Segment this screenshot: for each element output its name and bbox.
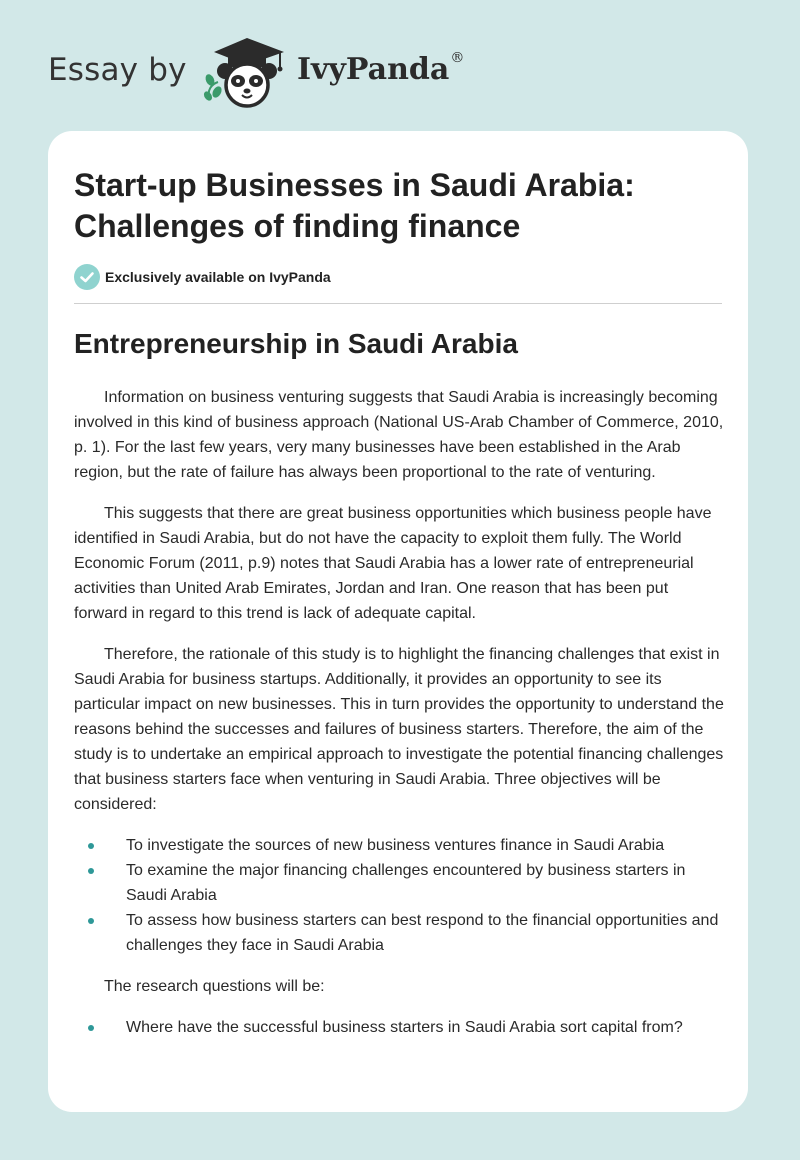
essay-body — [74, 385, 724, 1056]
essay-by-label: Essay by — [48, 52, 187, 88]
brand-name: IvyPanda® — [297, 50, 465, 87]
exclusive-label: Exclusively available on IvyPanda — [105, 269, 331, 285]
exclusive-badge — [74, 264, 331, 290]
essay-title: Start-up Businesses in Saudi Arabia: Challenges of finding finance — [74, 167, 635, 244]
bullet-icon — [88, 918, 94, 924]
bullet-icon — [88, 1025, 94, 1031]
list-item: To examine the major financing challenges encountered by business starters in Saudi Arabia — [74, 858, 724, 908]
list-item: To assess how business starters can best respond to the financial opportunities and challenges they face in Saudi Arabia — [74, 908, 724, 958]
objectives-list — [74, 833, 724, 958]
paragraph: Therefore, the rationale of this study is to highlight the financing challenges that exist in Saudi Arabia for business startups. Additionally, it provides an opportunity to see its particular impact on new businesses. This in turn provides the opportunity to understand the reasons behind the successes and failures of business starters. Therefore, the aim of the study is to undertake an empirical approach to investigate the potential financing challenges that business starters face when venturing in Saudi Arabia. Three objectives will be considered: — [74, 646, 724, 813]
bullet-icon — [88, 843, 94, 849]
divider — [74, 303, 722, 304]
research-intro: The research questions will be: — [104, 978, 325, 995]
list-item: To investigate the sources of new business ventures finance in Saudi Arabia — [74, 833, 724, 858]
paragraph: This suggests that there are great business opportunities which business people have identified in Saudi Arabia, but do not have the capacity to exploit them fully. The World Economic Forum (2011, p.9) notes that Saudi Arabia has a lower rate of entrepreneurial activities than United Arab Emirates, Jordan and Iran. One reason that has been put forward in regard to this trend is lack of adequate capital. — [74, 505, 712, 622]
check-circle-icon — [74, 264, 100, 290]
ivypanda-logo-icon[interactable] — [202, 34, 292, 108]
paragraph: Information on business venturing suggests that Saudi Arabia is increasingly becoming involved in this kind of business approach (National US-Arab Chamber of Commerce, 2010, p. 1). For the last few years, very many businesses have been established in the Arab region, but the rate of failure has always been proportional to the rate of venturing. — [74, 389, 724, 481]
questions-list — [74, 1015, 724, 1040]
site-header — [0, 0, 800, 130]
list-item: Where have the successful business starters in Saudi Arabia sort capital from? — [74, 1015, 724, 1040]
section-heading: Entrepreneurship in Saudi Arabia — [74, 328, 518, 359]
bullet-icon — [88, 868, 94, 874]
essay-card — [48, 131, 748, 1112]
